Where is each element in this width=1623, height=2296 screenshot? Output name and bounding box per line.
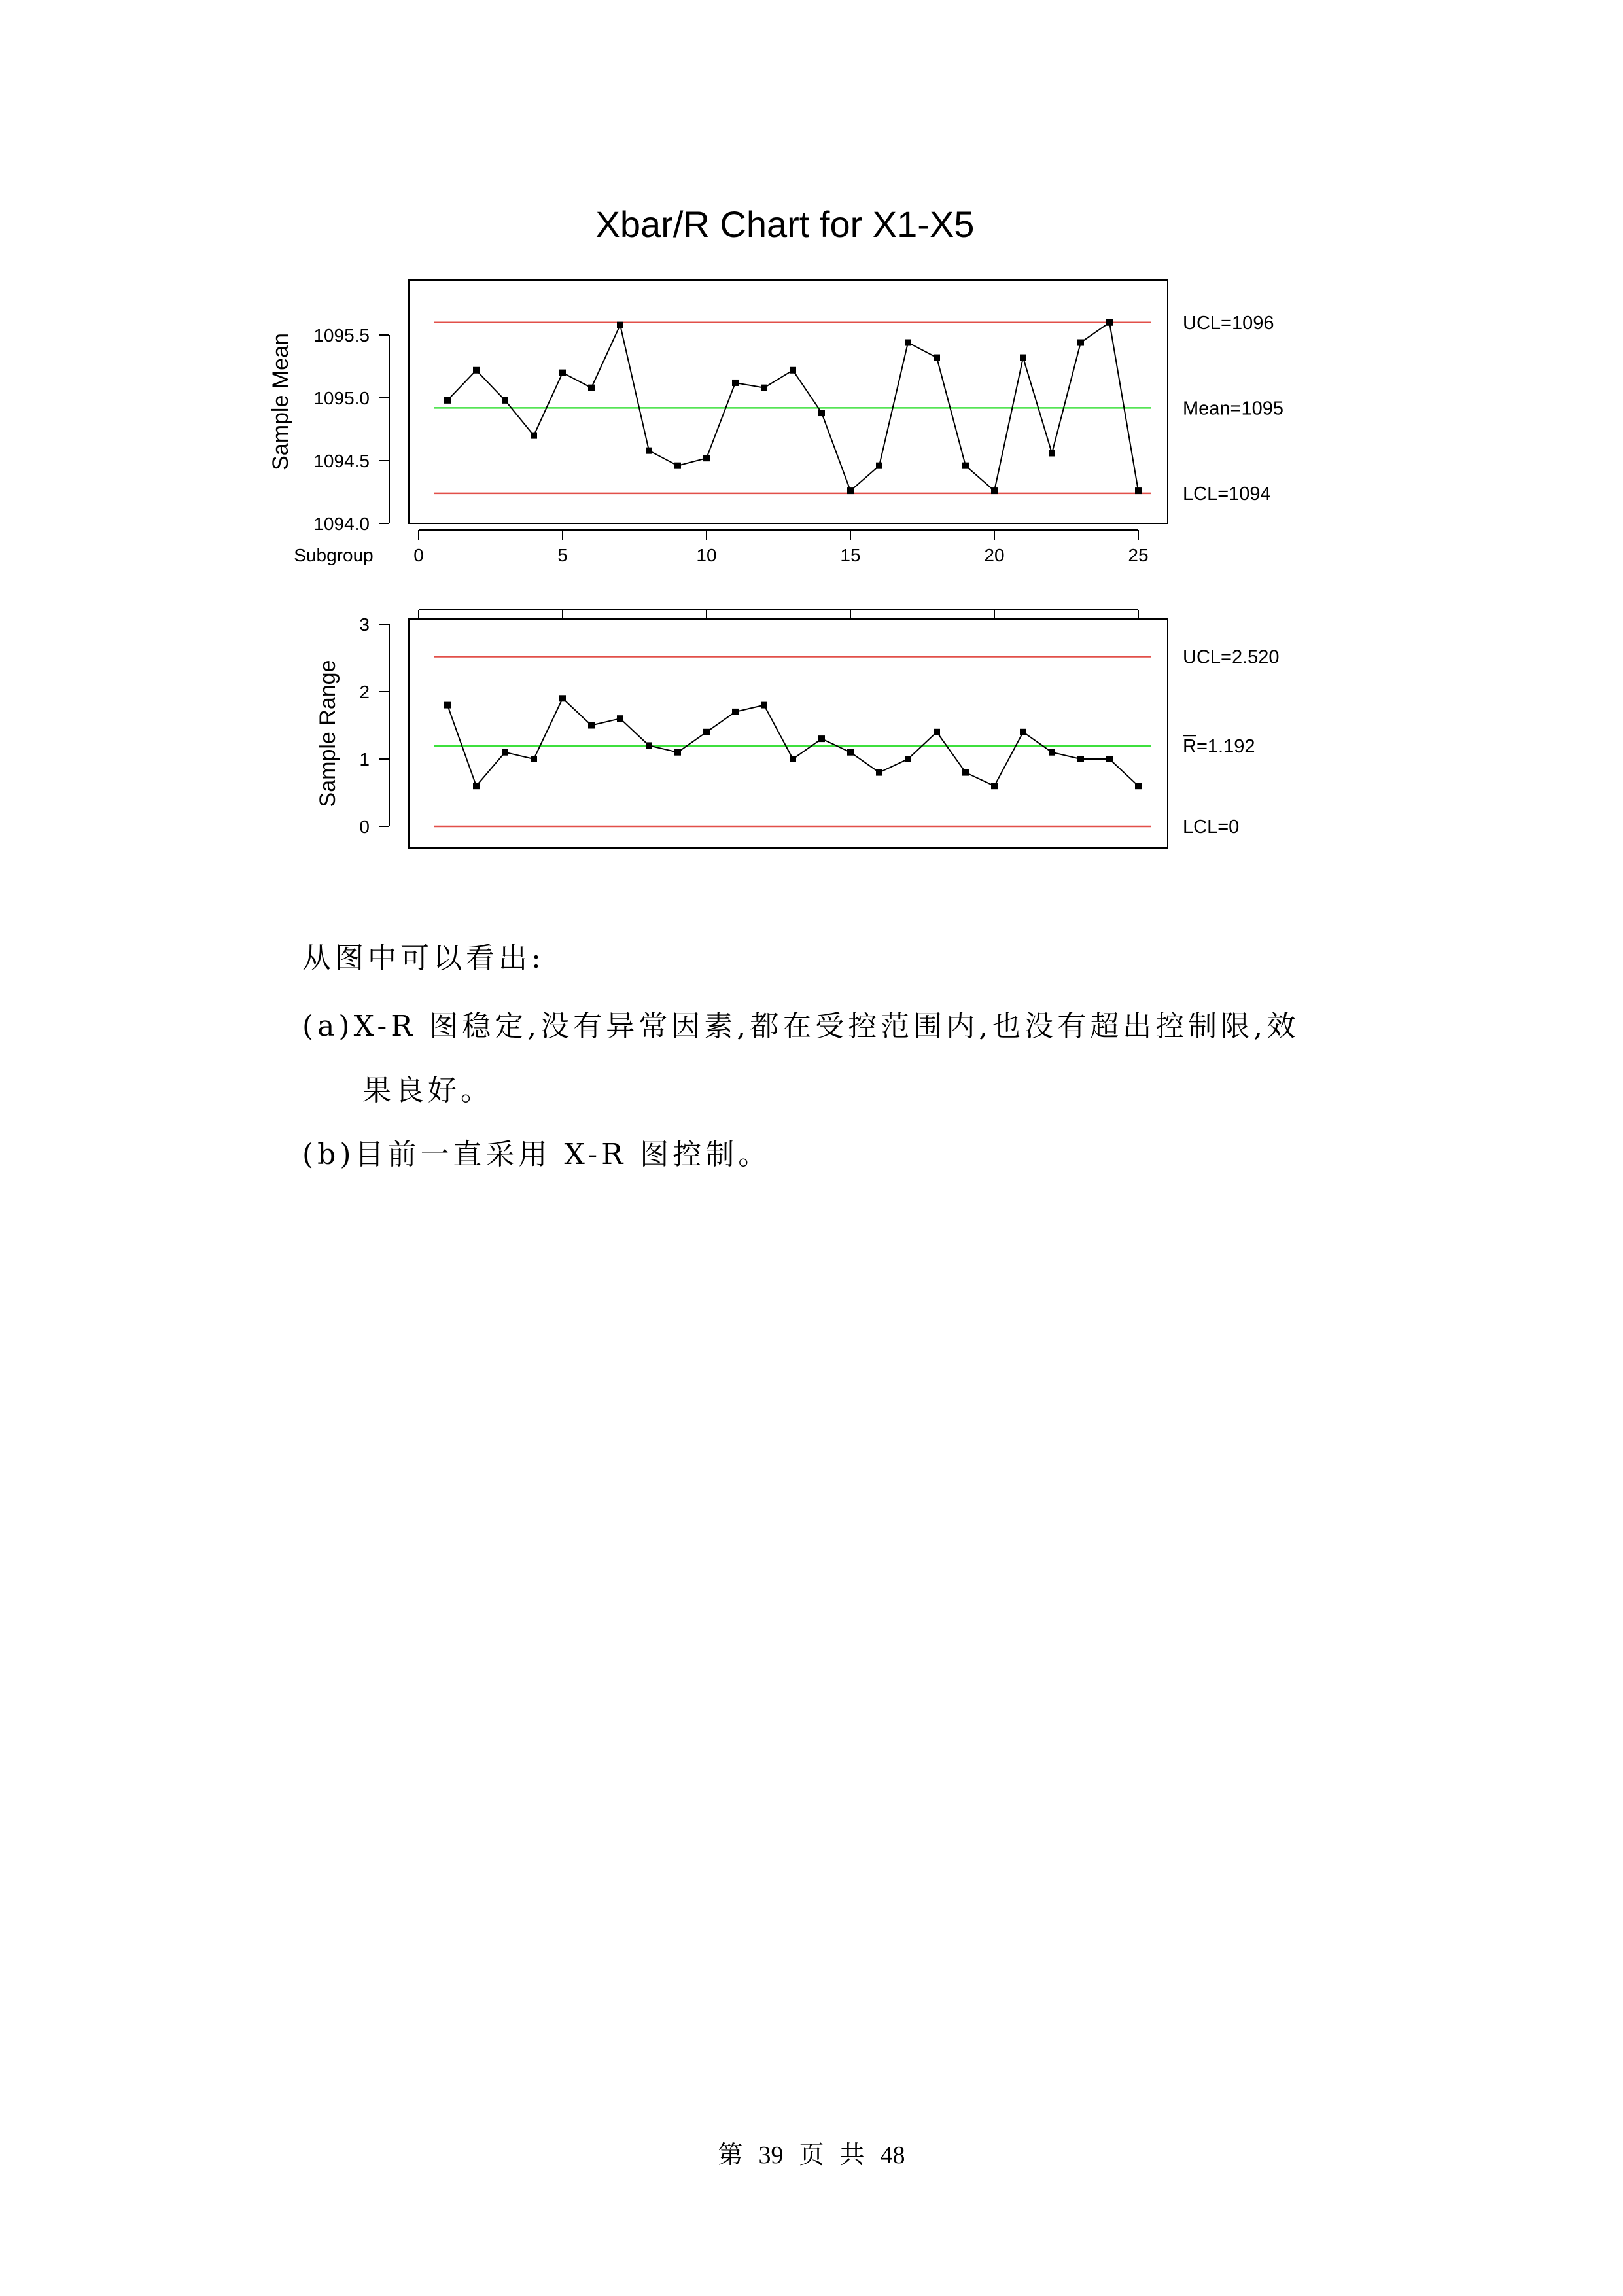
x-axis-label: Subgroup <box>294 545 374 565</box>
chart-title: Xbar/R Chart for X1-X5 <box>595 203 975 245</box>
x-tick-label: 25 <box>1128 545 1149 565</box>
xbar-data-point <box>847 487 854 494</box>
range-y-tick-label: 0 <box>359 817 370 837</box>
x-tick-label: 15 <box>840 545 861 565</box>
range-panel <box>315 614 1280 848</box>
xbar-data-point <box>588 385 595 391</box>
xbar-data-point <box>444 397 451 404</box>
range-data-point <box>1020 729 1026 735</box>
range-data-point <box>1135 783 1142 789</box>
xbar-y-axis-label: Sample Mean <box>268 333 293 470</box>
xbar-plot-frame <box>409 280 1168 523</box>
footer-total-pages: 48 <box>880 2142 905 2169</box>
xbar-data-point <box>1020 355 1026 361</box>
xbar-data-point <box>1049 450 1055 456</box>
range-y-tick-label: 3 <box>359 614 370 635</box>
xbar-r-chart <box>0 0 1623 877</box>
range-data-point <box>1049 749 1055 756</box>
xbar-data-point <box>991 487 998 494</box>
item-b: (b)目前一直采用 X-R 图控制。 <box>302 1138 771 1171</box>
xbar-limit-label-2: LCL=1094 <box>1183 483 1271 504</box>
range-data-point <box>934 729 940 735</box>
range-data-point <box>790 756 796 762</box>
xbar-data-point <box>818 410 825 416</box>
item-a-line2: 果良好。 <box>362 1074 493 1107</box>
range-limit-label-0: UCL=2.520 <box>1183 646 1280 668</box>
xbar-data-point <box>559 370 566 376</box>
xbar-data-point <box>473 367 480 374</box>
xbar-data-point <box>531 433 537 439</box>
range-data-point <box>818 735 825 742</box>
xbar-data-point <box>1077 340 1084 346</box>
xbar-data-point <box>703 455 710 461</box>
range-data-point <box>703 729 710 735</box>
x-axis <box>413 530 1148 619</box>
range-y-tick-label: 1 <box>359 749 370 769</box>
range-data-point <box>531 756 537 762</box>
range-data-point <box>847 749 854 756</box>
footer-total-word: 共 <box>839 2142 865 2169</box>
range-data-point <box>444 702 451 709</box>
xbar-data-point <box>646 448 652 454</box>
x-tick-label: 20 <box>984 545 1005 565</box>
x-tick-label: 10 <box>696 545 717 565</box>
xbar-data-point <box>674 463 681 469</box>
range-data-point <box>962 769 969 776</box>
range-data-point <box>646 742 652 749</box>
page-footer <box>0 2134 1623 2170</box>
item-a-line1: (a)X-R 图稳定,没有异常因素,都在受控范围内,也没有超出控制限,效 <box>302 1010 1300 1043</box>
xbar-data-point <box>1135 487 1142 494</box>
range-data-point <box>876 769 882 776</box>
range-series-line <box>447 698 1138 786</box>
range-data-point <box>732 709 739 715</box>
range-data-point <box>617 715 623 722</box>
range-plot-frame <box>409 619 1168 848</box>
xbar-data-point <box>905 340 911 346</box>
intro-paragraph: 从图中可以看出: <box>302 942 545 975</box>
footer-page-number: 39 <box>758 2142 784 2169</box>
xbar-limit-label-0: UCL=1096 <box>1183 312 1274 334</box>
range-data-point <box>991 783 998 789</box>
footer-page-word: 页 <box>799 2142 824 2169</box>
xbar-data-point <box>876 463 882 469</box>
range-limit-label-1: R=1.192 <box>1183 736 1255 758</box>
xbar-data-point <box>761 385 767 391</box>
range-data-point <box>588 722 595 729</box>
xbar-y-tick-label: 1094.0 <box>313 514 370 534</box>
xbar-limit-label-1: Mean=1095 <box>1183 398 1283 419</box>
xbar-y-tick-label: 1095.5 <box>313 325 370 345</box>
range-limit-label-2: LCL=0 <box>1183 817 1240 838</box>
xbar-data-point <box>1106 319 1113 326</box>
xbar-series-line <box>447 323 1138 491</box>
xbar-panel <box>268 280 1283 534</box>
xbar-y-tick-label: 1095.0 <box>313 388 370 408</box>
xbar-data-point <box>502 397 508 404</box>
xbar-data-point <box>732 380 739 386</box>
x-tick-label: 5 <box>557 545 568 565</box>
range-data-point <box>761 702 767 709</box>
xbar-data-point <box>790 367 796 374</box>
range-y-axis-label: Sample Range <box>315 660 340 807</box>
range-data-point <box>905 756 911 762</box>
range-data-point <box>1077 756 1084 762</box>
xbar-y-tick-label: 1094.5 <box>313 451 370 471</box>
x-tick-label: 0 <box>413 545 424 565</box>
xbar-data-point <box>934 355 940 361</box>
xbar-data-point <box>617 322 623 328</box>
xbar-data-point <box>962 463 969 469</box>
range-data-point <box>502 749 508 756</box>
range-data-point <box>674 749 681 756</box>
range-data-point <box>473 783 480 789</box>
footer-prefix: 第 <box>718 2142 743 2169</box>
range-data-point <box>1106 756 1113 762</box>
range-data-point <box>559 695 566 701</box>
range-y-tick-label: 2 <box>359 682 370 702</box>
